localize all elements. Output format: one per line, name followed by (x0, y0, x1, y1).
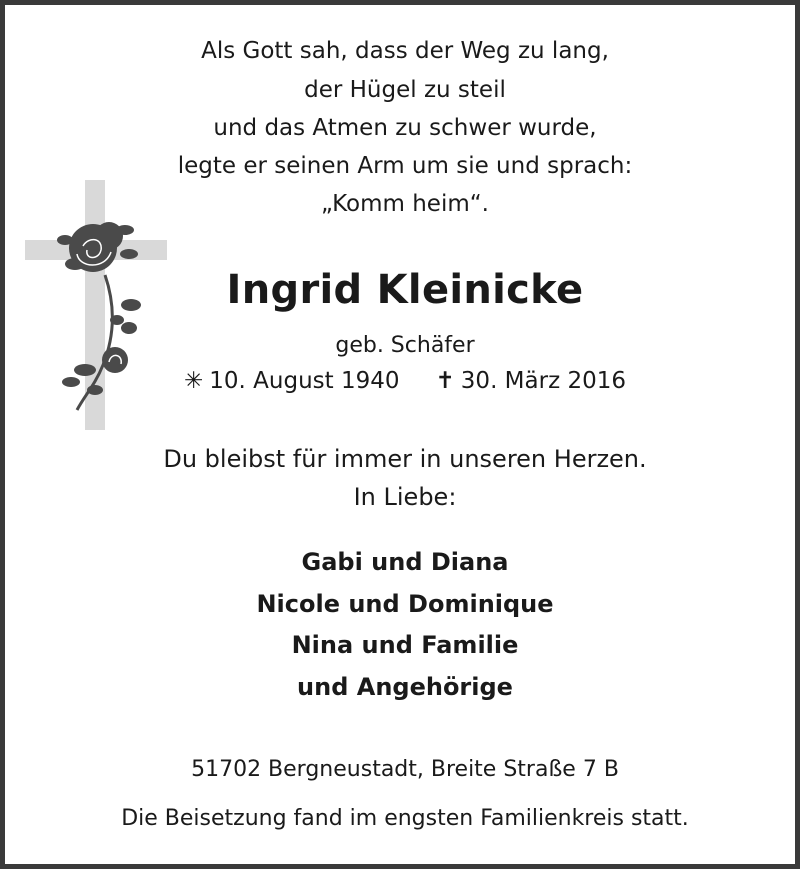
birth-star-icon: ✳ (184, 368, 204, 394)
death-cross-icon: ✝ (435, 368, 455, 394)
poem-line-1: Als Gott sah, dass der Weg zu lang, (201, 38, 609, 64)
life-dates (5, 368, 800, 394)
death-date: 30. März 2016 (460, 368, 626, 394)
farewell-line: Du bleibst für immer in unseren Herzen. (163, 445, 647, 473)
deceased-name: Ingrid Kleinicke (226, 267, 584, 313)
in-love-line: In Liebe: (353, 483, 457, 511)
poem-line-5: „Komm heim“. (321, 191, 489, 217)
mourner-line-1: Gabi und Diana (301, 548, 509, 576)
mourner-line-3: Nina und Familie (291, 631, 519, 659)
mourner-line-4: und Angehörige (297, 673, 513, 701)
address: 51702 Bergneustadt, Breite Straße 7 B (191, 757, 619, 782)
funeral-note: Die Beisetzung fand im engsten Familienkreis statt. (121, 806, 689, 831)
birth-name: geb. Schäfer (335, 333, 475, 358)
poem-line-3: und das Atmen zu schwer wurde, (213, 115, 597, 141)
poem-line-4: legte er seinen Arm um sie und sprach: (177, 153, 633, 179)
mourner-line-2: Nicole und Dominique (256, 590, 554, 618)
birth-date: 10. August 1940 (209, 368, 400, 394)
poem-line-2: der Hügel zu steil (304, 77, 506, 103)
